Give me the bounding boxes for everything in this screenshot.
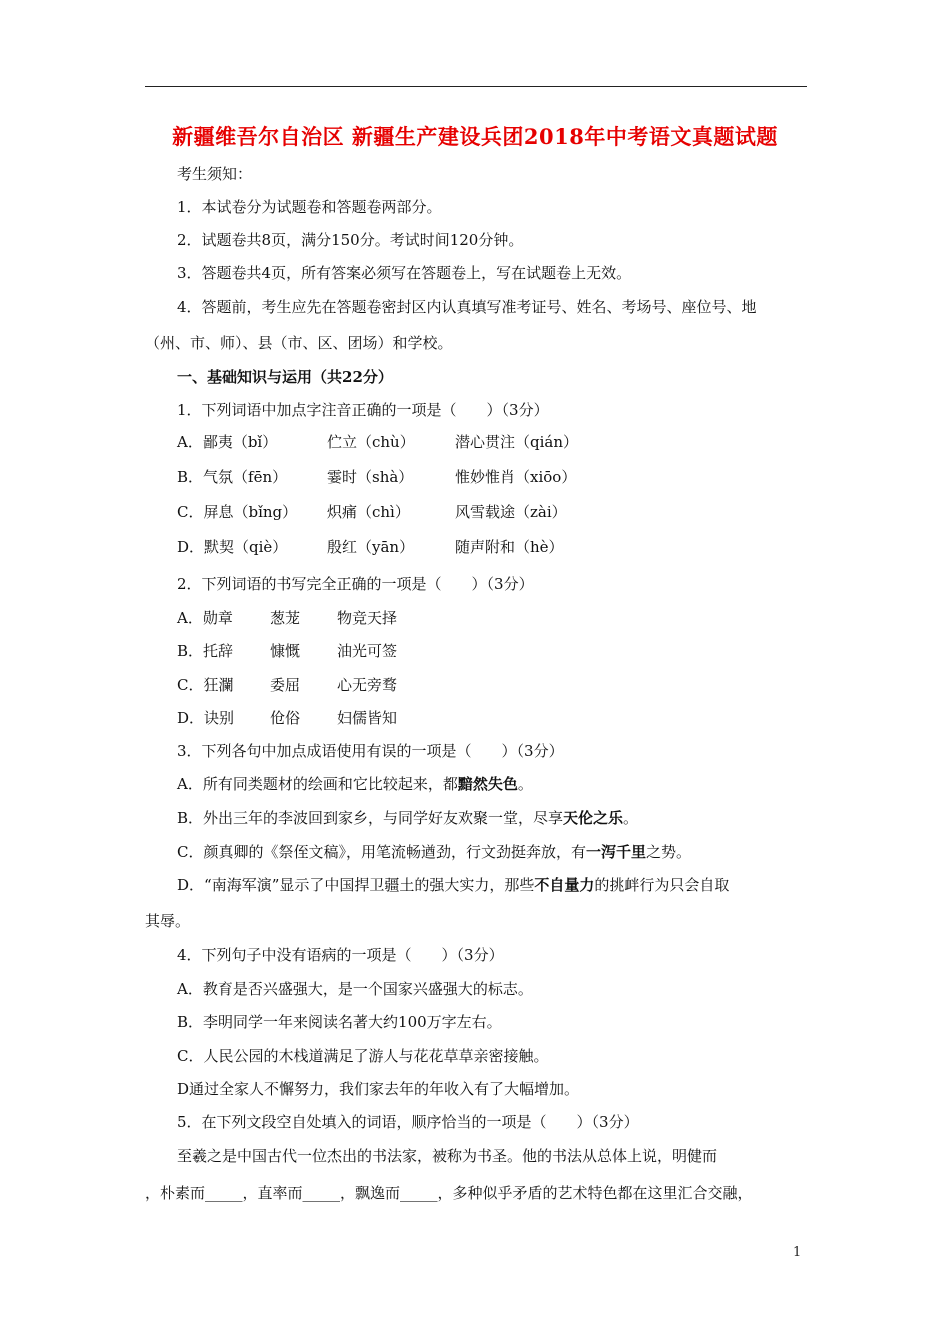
- question-3-stem: 3．下列各句中加点成语使用有误的一项是（ ）（3分）: [177, 742, 564, 760]
- q3-option-d: [177, 875, 729, 895]
- q3-c-text: C．颜真卿的《祭侄文稿》，用笔流畅遒劲，行文劲挺奔放，有: [177, 843, 586, 861]
- q1-option-a-word3: 潜心贯注（qián）: [455, 433, 579, 451]
- page-number: 1: [793, 1245, 802, 1260]
- q3-c-idiom: 一泻千里: [585, 843, 646, 861]
- q2-option-c-word3: 心无旁骛: [337, 676, 398, 694]
- notice-item: （州、市、师）、县（市、区、团场）和学校。: [145, 334, 453, 352]
- q2-option-a-word3: 物竞天择: [337, 609, 398, 627]
- q3-b-end: 。: [623, 809, 639, 827]
- q1-option-c-word3: 风雪载途（zài）: [455, 503, 567, 521]
- q1-option-b: B．气氛（fēn）: [177, 468, 288, 486]
- question-2-stem: 2．下列词语的书写完全正确的一项是（ ）（3分）: [177, 575, 534, 593]
- q2-option-d-word2: 伧俗: [270, 709, 301, 727]
- document-title: 新疆维吾尔自治区 新疆生产建设兵团2018年中考语文真题试题: [172, 124, 778, 149]
- notice-item: 4．答题前，考生应先在答题卷密封区内认真填写准考证号、姓名、考场号、座位号、地: [177, 298, 757, 316]
- q3-b-text: B．外出三年的李波回到家乡，与同学好友欢聚一堂，尽享: [177, 809, 564, 827]
- q3-option-a: [177, 774, 533, 794]
- q2-option-b-word3: 油光可签: [337, 642, 398, 660]
- q1-option-c: C．屏息（bǐng）: [177, 503, 298, 521]
- q4-option-d: D通过全家人不懈努力，我们家去年的年收入有了大幅增加。: [177, 1080, 580, 1098]
- q1-option-c-word2: 炽痛（chì）: [327, 503, 410, 521]
- q2-option-d-word3: 妇儒皆知: [337, 709, 398, 727]
- q1-option-b-word2: 霎时（shà）: [327, 468, 414, 486]
- q1-option-d: D．默契（qiè）: [177, 538, 288, 556]
- question-4-stem: 4．下列句子中没有语病的一项是（ ）（3分）: [177, 946, 504, 964]
- q3-option-b: [177, 808, 638, 828]
- q2-option-b: B．托辞: [177, 642, 234, 660]
- section-heading: 一、基础知识与运用（共22分）: [177, 368, 393, 386]
- q3-a-end: 。: [517, 775, 533, 793]
- q1-option-a-word2: 伫立（chù）: [327, 433, 415, 451]
- q2-option-a: A．勋章: [177, 609, 233, 627]
- notice-item: 1．本试卷分为试题卷和答题卷两部分。: [177, 198, 442, 216]
- question-1-stem: 1．下列词语中加点字注音正确的一项是（ ）（3分）: [177, 401, 549, 419]
- q3-a-text: A．所有同类题材的绘画和它比较起来，都: [177, 775, 458, 793]
- q3-d-end: 的挑衅行为只会自取: [594, 876, 730, 894]
- q2-option-c: C．狂瀾: [177, 676, 234, 694]
- q3-d-idiom: 不自量力: [534, 876, 595, 894]
- q5-passage-line-2: ，朴素而_____，直率而_____，飘逸而_____，多种似乎矛盾的艺术特色都在这里汇合交融，: [145, 1184, 753, 1202]
- q5-passage-line-1: 至羲之是中国古代一位杰出的书法家，被称为书圣。他的书法从总体上说，明健而: [177, 1147, 718, 1165]
- q1-option-b-word3: 惟妙惟肖（xiōo）: [455, 468, 577, 486]
- q4-option-b: B．李明同学一年来阅读名著大约100万字左右。: [177, 1013, 502, 1031]
- notice-heading: 考生须知：: [177, 165, 253, 183]
- q2-option-d: D．诀别: [177, 709, 235, 727]
- q1-option-d-word3: 随声附和（hè）: [455, 538, 564, 556]
- q3-a-idiom: 黯然失色: [457, 775, 518, 793]
- notice-item: 3．答题卷共4页，所有答案必须写在答题卷上，写在试题卷上无效。: [177, 264, 632, 282]
- q3-option-c: [177, 842, 691, 862]
- header-rule: [145, 86, 807, 87]
- q4-option-c: C．人民公园的木栈道满足了游人与花花草草亲密接触。: [177, 1047, 549, 1065]
- q1-option-a: A．鄙夷（bǐ）: [177, 433, 278, 451]
- q1-option-d-word2: 殷红（yān）: [327, 538, 415, 556]
- question-5-stem: 5．在下列文段空自处填入的词语，顺序恰当的一项是（ ）（3分）: [177, 1113, 639, 1131]
- q2-option-c-word2: 委屈: [270, 676, 301, 694]
- notice-item: 2．试题卷共8页，满分150分。考试时间120分钟。: [177, 231, 524, 249]
- q3-b-idiom: 天伦之乐: [563, 809, 624, 827]
- q3-d-text: D．“南海军演”显示了中国捍卫疆土的强大实力，那些: [177, 876, 535, 894]
- q2-option-a-word2: 葱茏: [270, 609, 301, 627]
- q3-c-end: 之势。: [646, 843, 692, 861]
- q3-option-d-continued: 其辱。: [145, 912, 191, 930]
- q2-option-b-word2: 慷慨: [270, 642, 301, 660]
- q4-option-a: A．教育是否兴盛强大，是一个国家兴盛强大的标志。: [177, 980, 533, 998]
